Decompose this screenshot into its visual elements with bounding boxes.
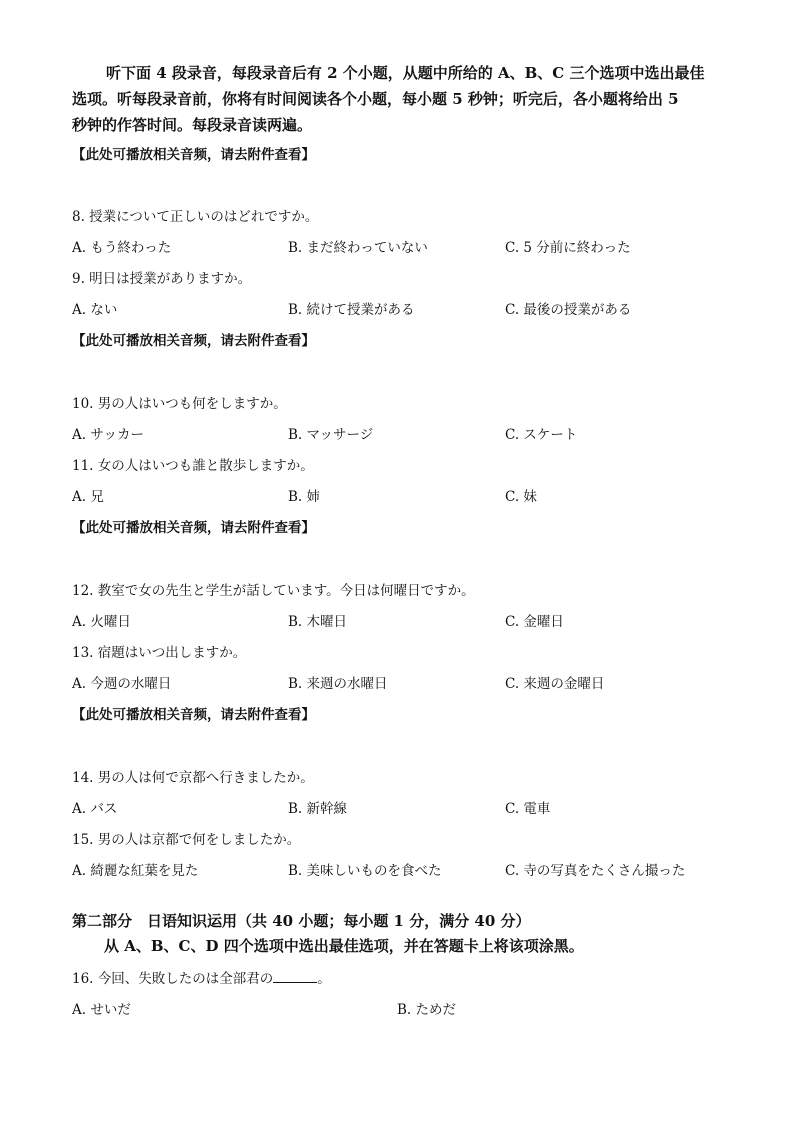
- q12-option-b: B. 木曜日: [288, 614, 348, 630]
- q11-option-a: A. 兄: [72, 489, 104, 505]
- q8-option-c: C. 5 分前に終わった: [505, 240, 631, 256]
- q9-option-c: C. 最後の授業がある: [505, 302, 632, 318]
- question-14: 14. 男の人は何で京都へ行きましたか。: [72, 770, 314, 786]
- q11-option-c: C. 妹: [505, 489, 537, 505]
- q16-stem-before: 16. 今回、失敗したのは全部君の: [72, 971, 274, 987]
- question-9: 9. 明日は授業がありますか。: [72, 271, 252, 287]
- question-11: 11. 女の人はいつも誰と散歩しますか。: [72, 458, 314, 474]
- q9-option-a: A. ない: [72, 302, 118, 318]
- audio-notice-3: 【此处可播放相关音频，请去附件查看】: [72, 520, 315, 536]
- q13-option-b: B. 来週の水曜日: [288, 676, 388, 692]
- q14-option-c: C. 電車: [505, 801, 551, 817]
- question-8: 8. 授業について正しいのはどれですか。: [72, 209, 319, 225]
- listening-instructions: [72, 60, 732, 138]
- q10-option-b: B. マッサージ: [288, 427, 374, 443]
- audio-notice-1: 【此处可播放相关音频，请去附件查看】: [72, 147, 315, 163]
- q16-option-a: A. せいだ: [72, 1002, 131, 1018]
- q16-option-b: B. ためだ: [397, 1002, 457, 1018]
- q9-option-b: B. 続けて授業がある: [288, 302, 415, 318]
- q14-option-b: B. 新幹線: [288, 801, 348, 817]
- q8-option-a: A. もう終わった: [72, 240, 172, 256]
- q11-option-b: B. 姉: [288, 489, 321, 505]
- question-15: 15. 男の人は京都で何をしましたか。: [72, 832, 301, 848]
- q8-option-b: B. まだ終わっていない: [288, 240, 428, 256]
- audio-notice-2: 【此处可播放相关音频，请去附件查看】: [72, 333, 315, 349]
- audio-notice-4: 【此处可播放相关音频，请去附件查看】: [72, 707, 315, 723]
- q16-stem-after: 。: [317, 971, 331, 987]
- q13-option-c: C. 来週の金曜日: [505, 676, 605, 692]
- question-13: 13. 宿題はいつ出しますか。: [72, 645, 247, 661]
- question-12: 12. 教室で女の先生と学生が話しています。今日は何曜日ですか。: [72, 583, 475, 599]
- q15-option-b: B. 美味しいものを食べた: [288, 863, 442, 879]
- q16-answer-blank: [273, 970, 317, 983]
- q15-option-a: A. 綺麗な紅葉を見た: [72, 863, 199, 879]
- instruction-line-1: 听下面 4 段录音，每段录音后有 2 个小题，从题中所给的 A、B、C 三个选项中选出最佳: [106, 64, 705, 82]
- q12-option-a: A. 火曜日: [72, 614, 131, 630]
- q15-option-c: C. 寺の写真をたくさん撮った: [505, 863, 686, 879]
- instruction-line-2: 选项。听每段录音前，你将有时间阅读各个小题，每小题 5 秒钟；听完后，各小题将给出 5: [72, 90, 679, 108]
- instruction-line-3: 秒钟的作答时间。每段录音读两遍。: [72, 116, 313, 134]
- q10-option-c: C. スケート: [505, 427, 578, 443]
- q12-option-c: C. 金曜日: [505, 614, 564, 630]
- question-10: 10. 男の人はいつも何をしますか。: [72, 396, 287, 412]
- q14-option-a: A. バス: [72, 801, 118, 817]
- q13-option-a: A. 今週の水曜日: [72, 676, 172, 692]
- question-16: [72, 967, 331, 987]
- part2-instruction: 从 A、B、C、D 四个选项中选出最佳选项，并在答题卡上将该项涂黑。: [104, 937, 584, 955]
- q10-option-a: A. サッカー: [72, 427, 145, 443]
- part2-title: 第二部分 日语知识运用（共 40 小题；每小题 1 分，满分 40 分）: [72, 912, 531, 930]
